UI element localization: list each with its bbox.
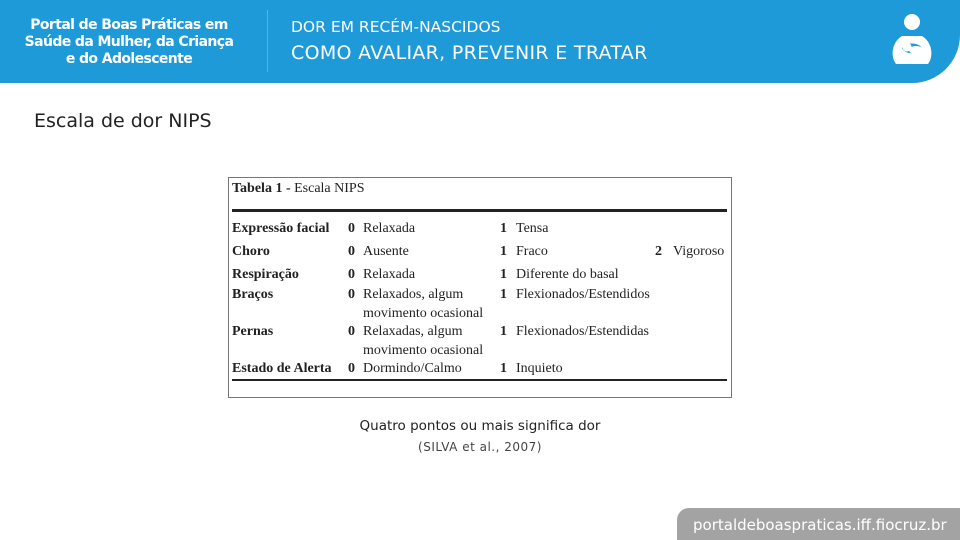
score-0: 0: [348, 361, 355, 376]
footer-url: portaldeboaspraticas.iff.fiocruz.br: [677, 508, 960, 540]
table-caption-label: Tabela 1 -: [232, 181, 291, 196]
portal-title-line: e do Adolescente: [65, 51, 193, 67]
score-0: 0: [348, 287, 355, 302]
topic-subtitle: COMO AVALIAR, PREVENIR E TRATAR: [291, 42, 648, 64]
row-parameter: Choro: [232, 244, 270, 259]
source-citation: (SILVA et al., 2007): [418, 440, 542, 454]
score-0: 0: [348, 221, 355, 236]
table-bottom-rule: [232, 379, 727, 381]
score-1: 1: [500, 221, 507, 236]
interpretation-note: Quatro pontos ou mais significa dor: [359, 418, 601, 434]
slide-subtitle: Escala de dor NIPS: [34, 110, 212, 132]
description-line: movimento ocasional: [363, 306, 484, 321]
description-line: Ausente: [363, 244, 409, 259]
portal-title-line: Saúde da Mulher, da Criança: [24, 34, 234, 50]
description-line: Relaxadas, algum: [363, 324, 463, 339]
table-caption: [232, 181, 365, 197]
score-0-description: [363, 322, 483, 360]
description-line: Relaxada: [363, 221, 416, 236]
score-0: 0: [348, 267, 355, 282]
score-1-description: Flexionados/Estendidos: [516, 287, 650, 302]
description-line: movimento ocasional: [363, 343, 484, 358]
score-1-description: Flexionados/Estendidas: [516, 324, 649, 339]
nips-table-image: [228, 177, 732, 398]
table-top-rule: [232, 209, 727, 212]
score-1-description: Diferente do basal: [516, 267, 619, 282]
row-parameter: Pernas: [232, 324, 274, 339]
score-0-description: [363, 359, 462, 378]
table-caption-text: Escala NIPS: [294, 181, 365, 196]
score-1: 1: [500, 267, 507, 282]
description-line: Dormindo/Calmo: [363, 361, 462, 376]
header-divider: [267, 10, 268, 72]
row-parameter: Estado de Alerta: [232, 361, 332, 376]
score-1: 1: [500, 244, 507, 259]
row-parameter: Braços: [232, 287, 274, 302]
score-0-description: [363, 219, 415, 238]
row-parameter: Expressão facial: [232, 221, 330, 236]
score-0: 0: [348, 244, 355, 259]
score-1-description: Tensa: [516, 221, 549, 236]
score-0-description: [363, 242, 409, 261]
description-line: Relaxada: [363, 267, 416, 282]
portal-title-line: Portal de Boas Práticas em: [30, 17, 228, 33]
score-0: 0: [348, 324, 355, 339]
score-2-description: Vigoroso: [673, 244, 725, 259]
portal-title: [18, 17, 240, 68]
score-0-description: [363, 265, 415, 284]
score-1: 1: [500, 324, 507, 339]
score-1-description: Inquieto: [516, 361, 563, 376]
score-1: 1: [500, 287, 507, 302]
score-2: 2: [655, 244, 662, 259]
score-1-description: Fraco: [516, 244, 548, 259]
row-parameter: Respiração: [232, 267, 299, 282]
description-line: Relaxados, algum: [363, 287, 464, 302]
topic-title: DOR EM RECÉM-NASCIDOS: [291, 18, 501, 36]
mother-and-baby-icon: [886, 12, 938, 68]
header-banner: [0, 0, 960, 83]
score-0-description: [363, 285, 483, 323]
score-1: 1: [500, 361, 507, 376]
